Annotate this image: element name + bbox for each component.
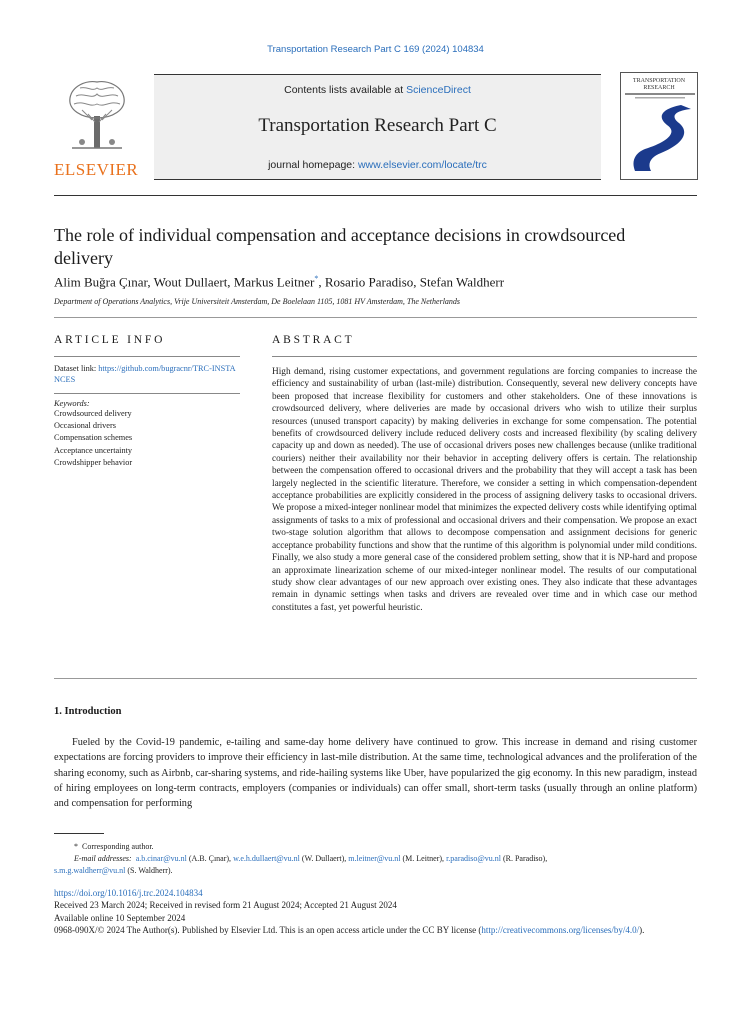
doi-link[interactable]: https://doi.org/10.1016/j.trc.2024.104834: [54, 888, 203, 898]
dataset-prefix: Dataset link:: [54, 364, 99, 373]
cover-title-line-1: TRANSPORTATION: [632, 78, 686, 84]
received-dates: Received 23 March 2024; Received in revised form 21 August 2024; Accepted 21 August 2024: [54, 900, 397, 911]
license-link[interactable]: http://creativecommons.org/licenses/by/4.0/: [481, 924, 640, 935]
license-end: ).: [639, 924, 645, 935]
introduction-paragraph: Fueled by the Covid-19 pandemic, e-tailing and same-day home delivery have continued to grow. This increase in demand and rising customer expectations are forcing providers to improve their efficiency in last-mile distribution. At the same time, technological advances and the proliferation of the sharing economy, such as Airbnb, car-sharing systems, and ride-hailing systems like Uber, have popularized the gig economy. In this new paradigm, instead of hiring employees on long-term contracts, employers (companies or individuals) can offer small, short-term tasks (usually through an online platform) and compensation for performing: [54, 737, 697, 810]
corresponding-footnote: [54, 841, 697, 853]
contents-prefix: Contents lists available at: [284, 84, 407, 96]
journal-header-box: [154, 74, 601, 180]
elsevier-tree-icon: [62, 78, 132, 154]
article-title: The role of individual compensation and acceptance decisions in crowdsourced delivery: [54, 225, 626, 268]
abstract-divider: [272, 356, 697, 357]
email-link[interactable]: m.leitner@vu.nl: [348, 854, 401, 863]
available-online: Available online 10 September 2024: [54, 912, 186, 923]
corresponding-label: Corresponding author.: [82, 842, 154, 851]
email-owner: (S. Waldherr).: [127, 866, 173, 875]
dataset-link[interactable]: https://github.com/bugracnr/TRC-INSTANCES: [54, 364, 236, 384]
author-list: [54, 274, 697, 290]
abstract-column: [272, 334, 697, 614]
email-label: E-mail addresses:: [74, 854, 132, 863]
elsevier-logo[interactable]: [54, 78, 138, 178]
keyword-item: Crowdshipper behavior: [54, 457, 133, 467]
corresponding-author-mark[interactable]: *: [314, 274, 319, 283]
email-owner: (R. Paradiso),: [502, 854, 548, 863]
footnote-mark: *: [74, 842, 78, 851]
cover-river-icon: [621, 73, 698, 180]
journal-title: Transportation Research Part C: [258, 115, 497, 136]
email-owner: (W. Dullaert),: [301, 854, 347, 863]
authors-before: Alim Buğra Çınar, Wout Dullaert, Markus Leitner: [54, 274, 315, 290]
email-owner: (M. Leitner),: [402, 854, 445, 863]
email-link[interactable]: w.e.h.dullaert@vu.nl: [233, 854, 300, 863]
keyword-item: Compensation schemes: [54, 433, 133, 443]
publisher-name: ELSEVIER: [54, 160, 139, 179]
contents-line: [154, 84, 601, 96]
masthead: [54, 72, 697, 184]
homepage-prefix: journal homepage:: [268, 159, 358, 171]
keywords-label: Keywords:: [54, 399, 90, 408]
article-metadata: [54, 887, 697, 936]
section-heading-introduction: 1. Introduction: [54, 706, 122, 717]
footnote-divider: [54, 833, 104, 834]
email-link[interactable]: r.paradiso@vu.nl: [446, 854, 501, 863]
affiliation-divider: [54, 317, 697, 318]
keyword-item: Crowdsourced delivery: [54, 409, 132, 418]
dataset-line: [54, 363, 240, 385]
cover-title-line-2: RESEARCH: [643, 84, 675, 91]
email-owner: (A.B. Çınar),: [188, 854, 232, 863]
abstract-text: High demand, rising customer expectations, and government regulations are forcing companies to increase the efficiency and sustainability of urban (last-mile) distribution. Consequently, several new delivery concepts have been proposed that increase flexibility for customers and other stakeholders. One of these innovations is crowdsourced delivery, where deliveries are made by occasional drivers who wish to utilize their surplus resources (unused transport capacity) by making deliveries in exchange for some compensation. The potential benefits of crowdsourced delivery include reduced delivery costs and increased flexibility (by scaling delivery capacity up and down as needed). The use of occasional drivers poses new challenges because (unlike traditional couriers) neither their availability nor their behavior in accepting delivery offers is certain. The relationship between the compensation offered to occasional drivers and the probability that they will accept a task has been largely neglected in the scientific literature. Therefore, we consider a setting in which compensation-dependent acceptance probabilities are explicitly considered in the process of assigning delivery tasks to occasional drivers. We propose a mixed-integer nonlinear model that minimizes the expected delivery costs while identifying optimal assignments of tasks to a mix of professional and occasional drivers and their compensation. We propose an exact two-stage solution algorithm that allows to decompose compensation and assignment decisions for generic acceptance probability functions and show that the runtime of this algorithm is polynomial under mild conditions. Finally, we also study a more general case of the considered problem setting, show that it is NP-hard and propose an approximate linearization scheme of our mixed-integer nonlinear model. The results of our computational study show clear advantages of our new approach over existing ones. They also indicate that these advantages remain in dynamic settings when tasks and drivers are revealed over time and in which case our method constitutes a fast, yet powerful heuristic.: [272, 367, 697, 613]
abstract-heading: ABSTRACT: [272, 334, 355, 346]
keyword-item: Acceptance uncertainty: [54, 445, 133, 455]
email-link[interactable]: s.m.g.waldherr@vu.nl: [54, 866, 126, 875]
email-footnote: [54, 853, 697, 865]
article-info-divider: [54, 356, 240, 357]
article-info-column: [54, 334, 240, 469]
article-info-heading: ARTICLE INFO: [54, 334, 166, 346]
journal-cover[interactable]: [620, 72, 698, 180]
keyword-item: Occasional drivers: [54, 421, 116, 431]
journal-reference[interactable]: Transportation Research Part C 169 (2024) 104834: [267, 44, 484, 55]
homepage-line: [154, 159, 601, 171]
keywords-divider: [54, 393, 240, 394]
license-text: [54, 924, 697, 936]
license-prefix: 0968-090X/© 2024 The Author(s). Published by Elsevier Ltd. This is an open access article under the CC BY license (: [54, 924, 482, 935]
affiliation: Department of Operations Analytics, Vrije Universiteit Amsterdam, De Boelelaan 1105, 1081 HV Amsterdam, The Netherlands: [54, 297, 461, 306]
sciencedirect-link[interactable]: ScienceDirect: [406, 84, 471, 96]
homepage-link[interactable]: www.elsevier.com/locate/trc: [357, 159, 487, 171]
authors-after: , Rosario Paradiso, Stefan Waldherr: [318, 274, 505, 290]
header-divider: [54, 195, 697, 196]
abstract-end-divider: [54, 678, 697, 679]
email-link[interactable]: a.b.cinar@vu.nl: [135, 854, 187, 863]
email-footnote-cont: [54, 865, 697, 877]
footnotes: [54, 841, 697, 877]
